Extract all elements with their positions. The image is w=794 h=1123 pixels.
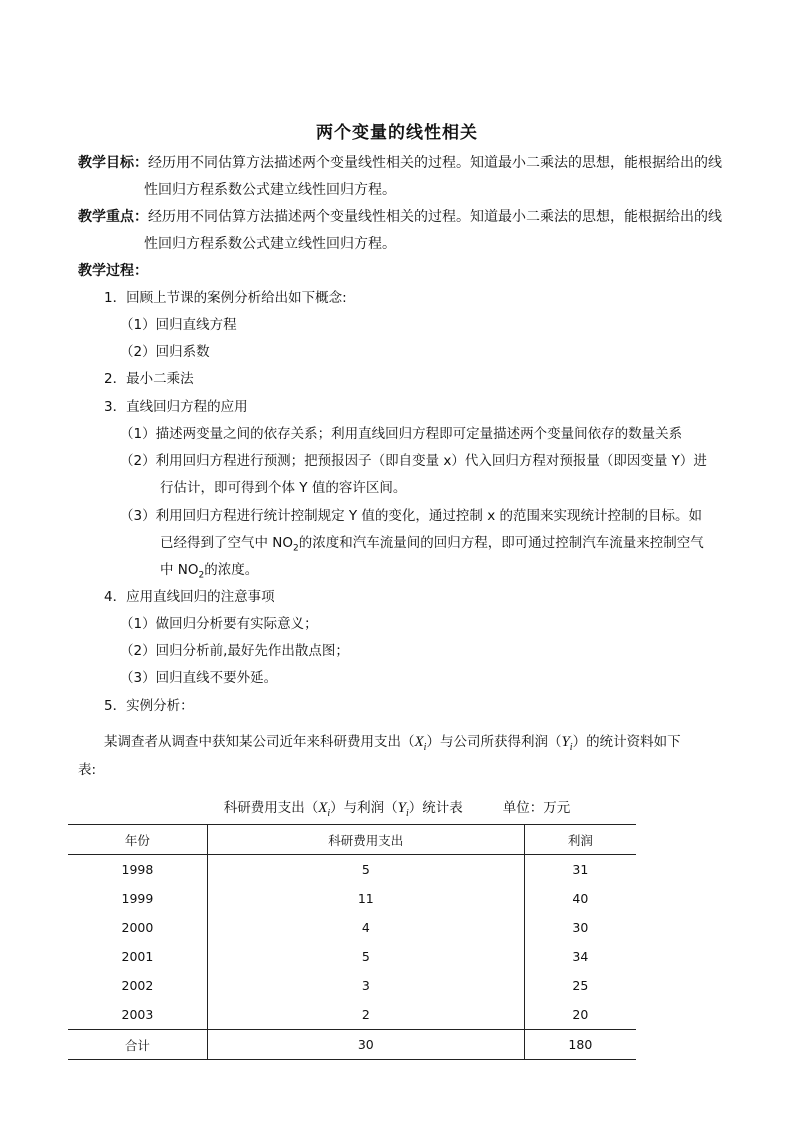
text-fragment: 中 NO bbox=[160, 562, 199, 578]
focus-label: 教学重点： bbox=[78, 209, 148, 225]
table-row bbox=[68, 913, 636, 942]
text-fragment: 已经得到了空气中 NO bbox=[160, 535, 294, 551]
item-1-1: （1）回归直线方程 bbox=[120, 317, 237, 333]
item-4-2: （2）回归分析前,最好先作出散点图； bbox=[120, 643, 349, 659]
cell-profit: 20 bbox=[572, 1007, 589, 1022]
cell-rd-cost: 2 bbox=[207, 1000, 524, 1030]
item-3-2-line1: （2）利用回归方程进行预测；把预报因子（即自变量 x）代入回归方程对预报量（即因变量 Y）进 bbox=[120, 453, 707, 469]
var-x bbox=[318, 800, 331, 819]
item-4-1: （1）做回归分析要有实际意义； bbox=[120, 616, 318, 632]
cell-profit: 34 bbox=[572, 949, 589, 964]
cell-year: 1999 bbox=[121, 891, 154, 906]
item-3-3-line2 bbox=[160, 533, 704, 559]
var-index: i bbox=[406, 808, 409, 819]
table-row bbox=[68, 942, 636, 971]
item-3-1: （1）描述两变量之间的依存关系；利用直线回归方程即可定量描述两个变量间依存的数量关系 bbox=[120, 426, 683, 442]
table-row bbox=[68, 884, 636, 913]
unit-label: 单位：万元 bbox=[502, 800, 571, 816]
subscript-2: 2 bbox=[198, 570, 205, 581]
subscript-2: 2 bbox=[293, 543, 299, 554]
cell-rd-cost: 5 bbox=[207, 855, 524, 885]
item-3-2-line2: 行估计，即可得到个体 Y 值的容许区间。 bbox=[160, 480, 407, 496]
focus-text-1: 经历用不同估算方法描述两个变量线性相关的过程。知道最小二乘法的思想，能根据给出的线 bbox=[148, 209, 722, 225]
total-label: 合计 bbox=[68, 1030, 207, 1060]
var-index: i bbox=[327, 808, 331, 819]
header-profit: 利润 bbox=[524, 825, 636, 855]
focus-text-2: 性回归方程系数公式建立线性回归方程。 bbox=[144, 236, 396, 252]
cell-year: 2002 bbox=[121, 978, 154, 993]
var-index: i bbox=[569, 742, 573, 753]
var-index: i bbox=[423, 742, 427, 753]
text-fragment: ）与利润（ bbox=[330, 800, 398, 816]
item-2: 2．最小二乘法 bbox=[104, 371, 194, 387]
cell-year: 2003 bbox=[121, 1007, 154, 1022]
item-4: 4．应用直线回归的注意事项 bbox=[104, 589, 275, 605]
cell-year: 1998 bbox=[121, 862, 154, 877]
teaching-focus bbox=[78, 204, 723, 258]
cell-profit: 40 bbox=[572, 891, 589, 906]
goals-text-1: 经历用不同估算方法描述两个变量线性相关的过程。知道最小二乘法的思想，能根据给出的线 bbox=[148, 155, 722, 171]
table-header-row bbox=[68, 825, 636, 855]
var-letter: Y bbox=[561, 734, 570, 750]
text-fragment: ）的统计资料如下 bbox=[572, 734, 681, 750]
teaching-goals bbox=[78, 150, 723, 204]
goals-label: 教学目标： bbox=[78, 155, 148, 171]
table-row bbox=[68, 855, 636, 885]
text-fragment: 的浓度和汽车流量间的回归方程，即可通过控制汽车流量来控制空气 bbox=[298, 535, 704, 551]
item-3: 3．直线回归方程的应用 bbox=[104, 399, 248, 415]
item-5: 5．实例分析： bbox=[104, 698, 194, 714]
item-3-3-line3 bbox=[160, 560, 258, 586]
total-rd-cost: 30 bbox=[207, 1030, 524, 1060]
text-fragment: 的浓度。 bbox=[204, 562, 259, 578]
var-y bbox=[561, 734, 573, 753]
table-row bbox=[68, 1000, 636, 1030]
var-letter: X bbox=[414, 734, 424, 750]
table-total-row bbox=[68, 1030, 636, 1060]
table-caption bbox=[0, 796, 794, 819]
text-fragment: ）与公司所获得利润（ bbox=[426, 734, 562, 750]
text-fragment: 科研费用支出（ bbox=[223, 800, 319, 816]
total-profit: 180 bbox=[524, 1030, 636, 1060]
cell-profit: 30 bbox=[572, 920, 589, 935]
cell-rd-cost: 5 bbox=[207, 942, 524, 971]
item-1: 1．回顾上节课的案例分析给出如下概念: bbox=[104, 290, 347, 306]
var-x bbox=[414, 734, 427, 753]
cell-year: 2001 bbox=[121, 949, 154, 964]
text-fragment: 某调查者从调查中获知某公司近年来科研费用支出（ bbox=[104, 734, 415, 750]
cell-rd-cost: 11 bbox=[207, 884, 524, 913]
goals-text-2: 性回归方程系数公式建立线性回归方程。 bbox=[144, 182, 396, 198]
example-line1 bbox=[104, 732, 681, 758]
var-letter: Y bbox=[397, 800, 406, 816]
example-line2: 表: bbox=[78, 762, 97, 778]
var-y bbox=[397, 800, 409, 819]
cell-profit: 31 bbox=[572, 862, 589, 877]
text-fragment: ）统计表 bbox=[408, 800, 463, 816]
item-1-2: （2）回归系数 bbox=[120, 344, 210, 360]
header-rd-cost: 科研费用支出 bbox=[207, 825, 524, 855]
header-year: 年份 bbox=[68, 825, 207, 855]
cell-rd-cost: 4 bbox=[207, 913, 524, 942]
process-label: 教学过程： bbox=[78, 263, 148, 279]
page-title: 两个变量的线性相关 bbox=[316, 123, 478, 143]
cell-rd-cost: 3 bbox=[207, 971, 524, 1000]
item-3-3-line1: （3）利用回归方程进行统计控制规定 Y 值的变化，通过控制 x 的范围来实现统计控制的目标。如 bbox=[120, 508, 702, 524]
table-row bbox=[68, 971, 636, 1000]
stats-table bbox=[68, 824, 636, 1060]
cell-year: 2000 bbox=[121, 920, 154, 935]
var-letter: X bbox=[318, 800, 328, 816]
cell-profit: 25 bbox=[572, 978, 589, 993]
item-4-3: （3）回归直线不要外延。 bbox=[120, 670, 278, 686]
